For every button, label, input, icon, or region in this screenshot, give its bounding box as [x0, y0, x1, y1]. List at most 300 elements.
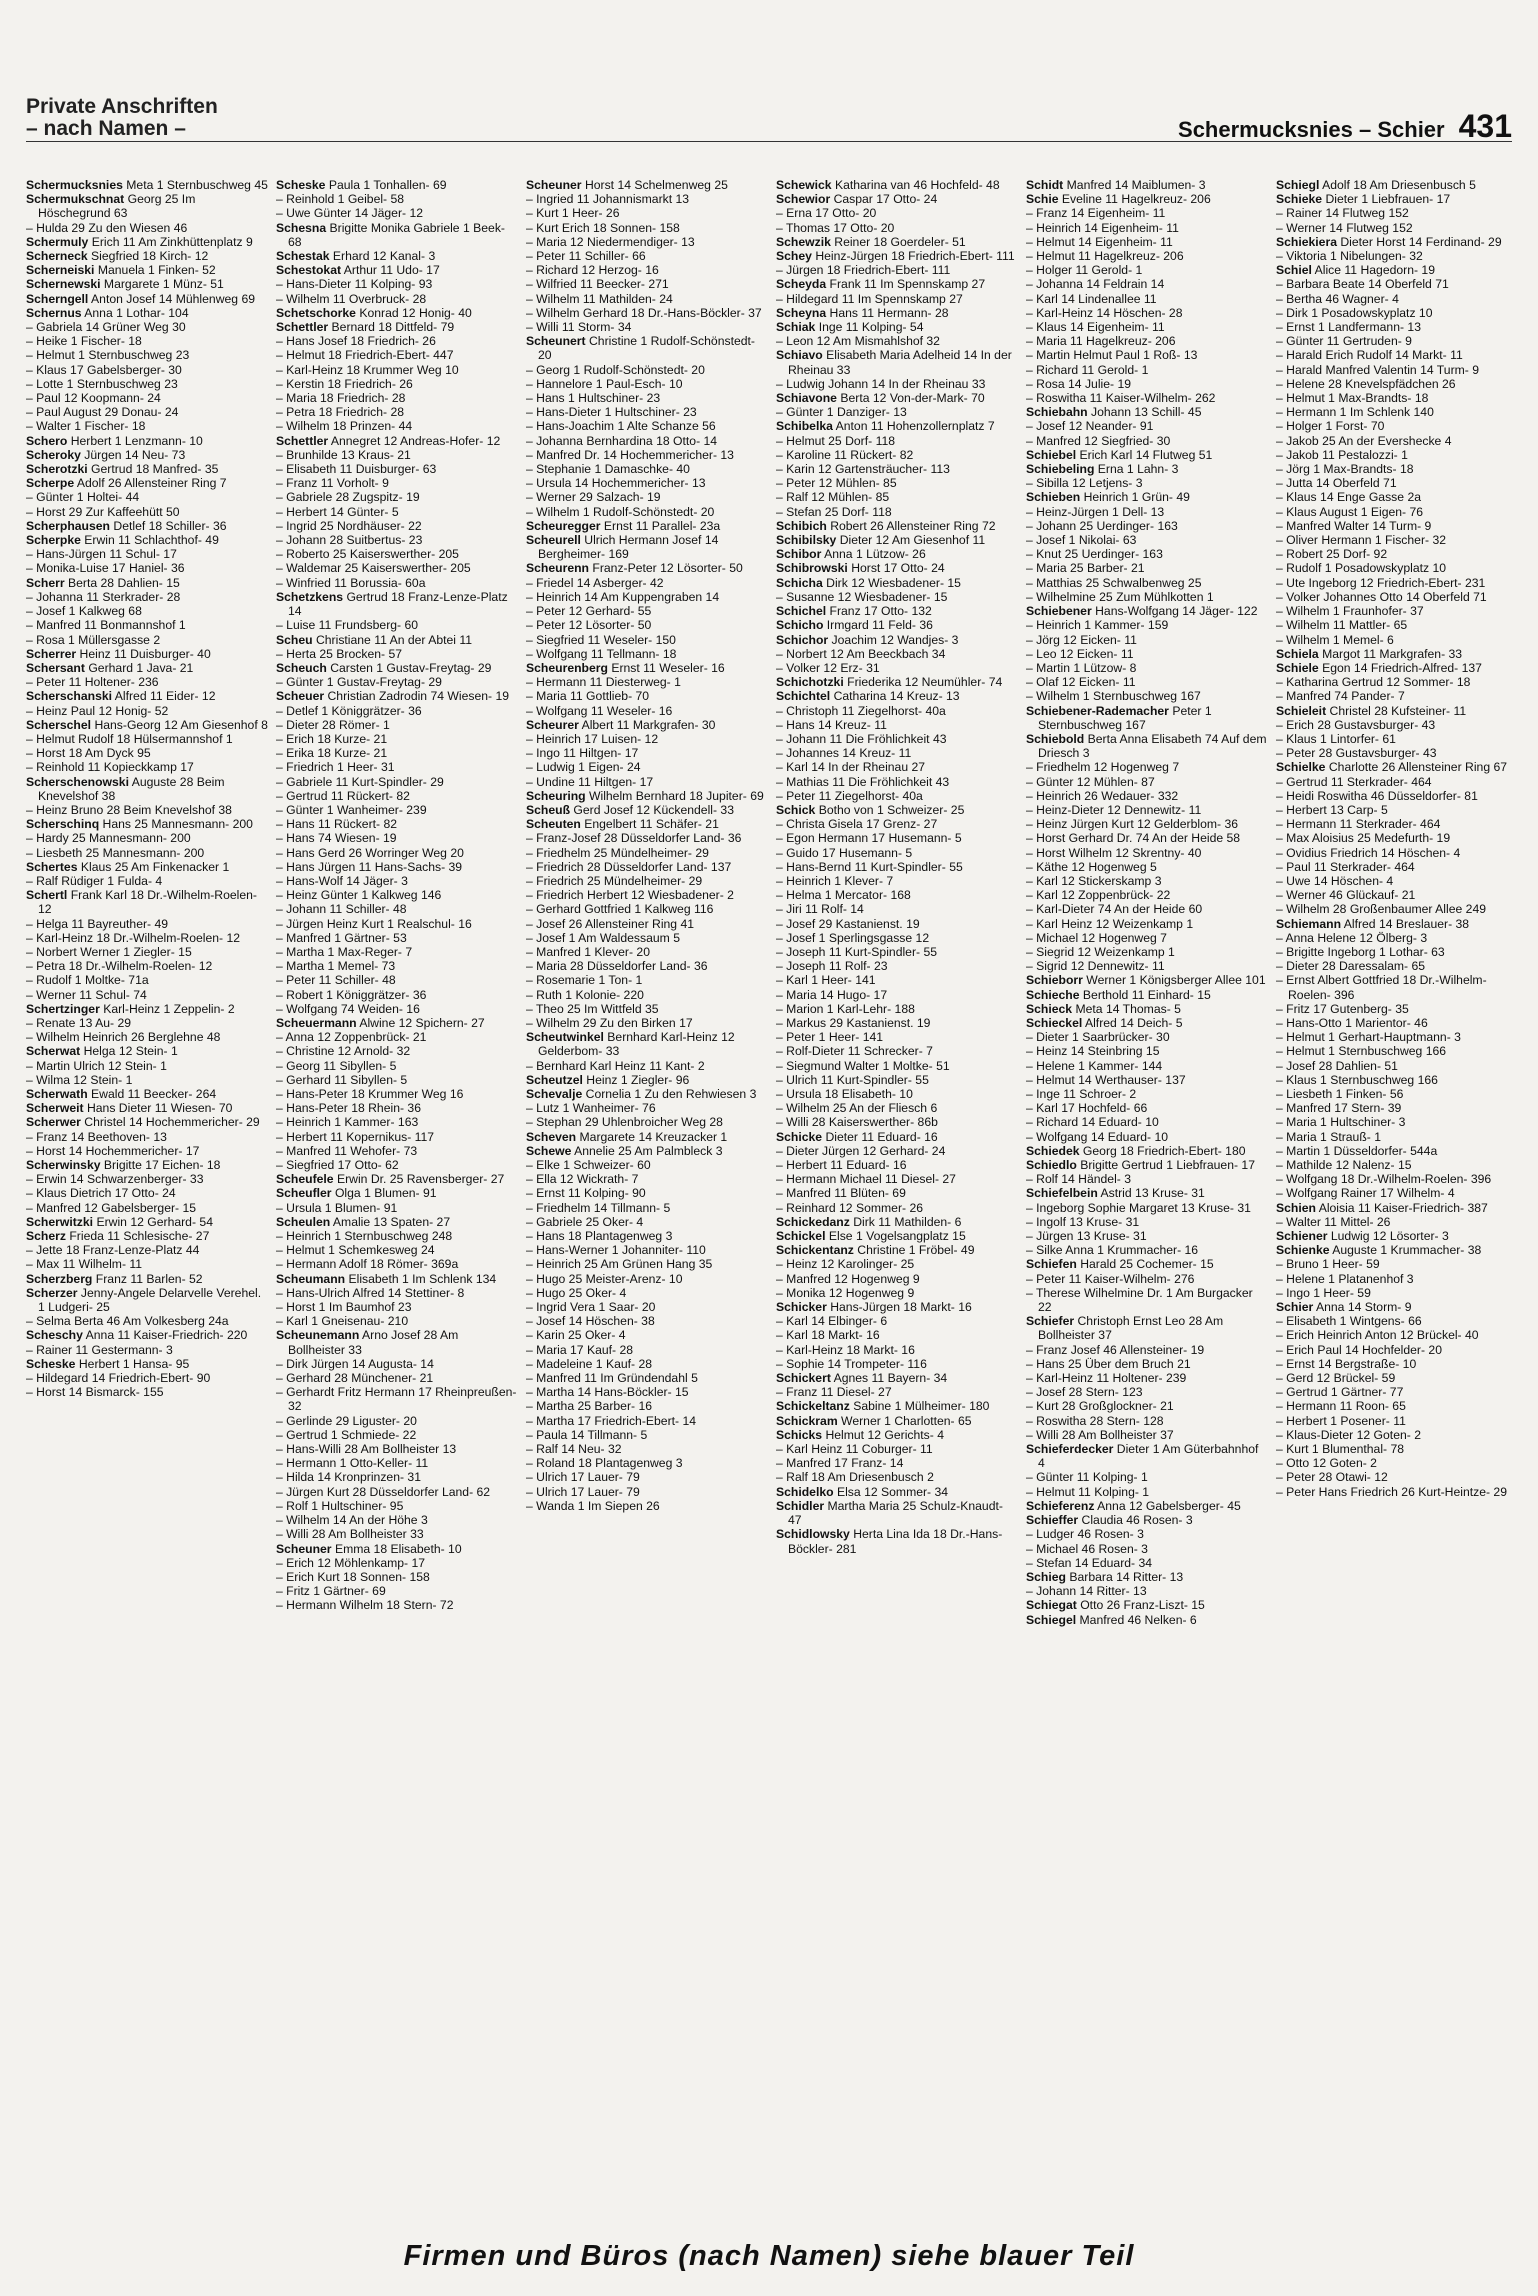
entry-details: – Jürgen 13 Kruse- 31 — [1026, 1229, 1147, 1244]
directory-entry — [26, 618, 268, 632]
entry-details: – Erika 18 Kurze- 21 — [276, 746, 388, 761]
directory-entry — [1276, 235, 1518, 249]
directory-entry — [26, 263, 268, 277]
directory-entry — [1276, 1016, 1518, 1030]
entry-details: – Leo 12 Eicken- 11 — [1026, 646, 1134, 661]
entry-details: – Peter 11 Schiller- 66 — [526, 249, 646, 264]
directory-entry — [276, 917, 518, 931]
entry-details: – Franz 11 Diesel- 27 — [776, 1385, 892, 1400]
entry-details: – Thomas 17 Otto- 20 — [776, 220, 895, 235]
entry-details: – Jakob 25 An der Evershecke 4 — [1276, 433, 1452, 448]
entry-details: – Karl-Heinz 11 Holtener- 239 — [1026, 1371, 1187, 1386]
entry-details: – Roswitha 28 Stern- 128 — [1026, 1413, 1164, 1428]
entry-details: – Renate 13 Au- 29 — [26, 1015, 132, 1030]
directory-entry — [776, 846, 1018, 860]
directory-entry — [1026, 249, 1268, 263]
directory-entry — [1276, 1044, 1518, 1058]
entry-surname: Schermuly — [26, 234, 89, 249]
entry-details: – Manfred 11 Im Gründendahl 5 — [526, 1371, 698, 1386]
entry-details: Elisabeth Maria Adelheid 14 In der Rheinau 33 — [788, 348, 1012, 377]
directory-entry — [26, 917, 268, 931]
directory-entry — [526, 789, 768, 803]
entry-details: – Fritz 17 Gutenberg- 35 — [1276, 1001, 1409, 1016]
entry-surname: Scheuner — [526, 178, 582, 192]
entry-details: – Gertrud 1 Gärtner- 77 — [1276, 1385, 1404, 1400]
entry-details: – Werner 11 Schul- 74 — [26, 987, 147, 1002]
entry-details: – Liesbeth 1 Finken- 56 — [1276, 1087, 1404, 1101]
entry-details: Friederika 12 Neumühler- 74 — [847, 675, 1003, 690]
entry-surname: Schiebold — [1026, 731, 1085, 746]
entry-details: – Maria 11 Gottlieb- 70 — [526, 689, 650, 704]
directory-entry — [1276, 1300, 1518, 1314]
entry-details: – Ingried 11 Johannismarkt 13 — [526, 192, 690, 207]
entry-details: – Uwe 14 Höschen- 4 — [1276, 873, 1394, 888]
entry-details: – Johann 28 Suitbertus- 23 — [276, 533, 423, 548]
entry-details: – Hans-Bernd 11 Kurt-Spindler- 55 — [776, 859, 963, 874]
directory-entry — [1276, 348, 1518, 362]
directory-entry — [776, 888, 1018, 902]
entry-details: – Wilhelm Heinrich 26 Berglehne 48 — [26, 1030, 221, 1045]
directory-entry — [526, 221, 768, 235]
entry-details: – Wilhelm 1 Fraunhofer- 37 — [1276, 604, 1424, 619]
directory-entry — [776, 1073, 1018, 1087]
header-rule — [26, 141, 1512, 142]
entry-details: – Josef 29 Kastanienst. 19 — [776, 916, 920, 931]
entry-surname: Scheufler — [276, 1186, 332, 1201]
entry-details: Carsten 1 Gustav-Freytag- 29 — [330, 660, 492, 675]
entry-details: – Jette 18 Franz-Lenze-Platz 44 — [26, 1243, 200, 1258]
entry-surname: Scheroky — [26, 447, 81, 462]
entry-details: Helmut 12 Gerichts- 4 — [825, 1427, 944, 1442]
entry-details: Herbert 1 Hansa- 95 — [78, 1356, 190, 1371]
directory-entry — [1026, 689, 1268, 703]
entry-details: – Franz 14 Eigenheim- 11 — [1026, 206, 1166, 221]
directory-entry — [1026, 434, 1268, 448]
entry-details: Astrid 13 Kruse- 31 — [1100, 1186, 1205, 1201]
entry-details: – Ingo 1 Heer- 59 — [1276, 1285, 1371, 1300]
directory-entry — [26, 604, 268, 618]
directory-entry — [276, 561, 518, 575]
entry-surname: Schetschorke — [276, 305, 356, 320]
entry-details: – Helmut 1 Sternbuschweg 23 — [26, 348, 190, 363]
entry-details: – Georg 11 Sibyllen- 5 — [276, 1058, 397, 1073]
directory-entry — [776, 1186, 1018, 1200]
entry-surname: Schewior — [776, 192, 831, 207]
directory-entry — [1026, 1272, 1268, 1286]
entry-details: Hans-Wolfgang 14 Jäger- 122 — [1095, 604, 1258, 619]
entry-details: Botho von 1 Schweizer- 25 — [818, 802, 965, 817]
directory-entry — [526, 1272, 768, 1286]
directory-entry — [526, 1215, 768, 1229]
entry-details: – Karl 12 Zoppenbrück- 22 — [1026, 888, 1171, 903]
entry-surname: Scherschinq — [26, 817, 100, 832]
directory-entry — [526, 1428, 768, 1442]
entry-details: – Gerhard 28 Münchener- 21 — [276, 1371, 434, 1386]
directory-entry — [26, 1130, 268, 1144]
directory-entry — [776, 917, 1018, 931]
directory-entry — [26, 377, 268, 391]
entry-details: – Siegfried 17 Otto- 62 — [276, 1158, 399, 1173]
entry-details: – Erich 28 Gustavsburger- 43 — [1276, 717, 1436, 732]
directory-entry — [26, 1073, 268, 1087]
entry-details: – Sophie 14 Trompeter- 116 — [776, 1356, 927, 1371]
entry-details: Eveline 11 Hagelkreuz- 206 — [1061, 192, 1211, 207]
directory-entry — [1276, 1130, 1518, 1144]
directory-entry — [776, 803, 1018, 817]
directory-entry — [276, 1300, 518, 1314]
directory-entry — [776, 1456, 1018, 1470]
entry-details: Ernst 11 Weseler- 16 — [611, 660, 725, 675]
entry-details: – Norbert Werner 1 Ziegler- 15 — [26, 944, 192, 959]
directory-entry — [776, 604, 1018, 618]
directory-entry — [1276, 561, 1518, 575]
directory-entry — [1276, 1059, 1518, 1073]
entry-details: – Horst 14 Hochemmericher- 17 — [26, 1143, 200, 1158]
entry-surname: Scherpke — [26, 533, 81, 548]
directory-entry — [1026, 1115, 1268, 1129]
entry-surname: Schewzik — [776, 234, 831, 249]
entry-details: – Holger 1 Forst- 70 — [1276, 419, 1385, 434]
directory-entry — [526, 945, 768, 959]
directory-entry — [1276, 902, 1518, 916]
entry-surname: Schichel — [776, 604, 827, 619]
directory-entry — [526, 775, 768, 789]
entry-details: – Martha 1 Memel- 73 — [276, 959, 396, 974]
directory-entry — [776, 1044, 1018, 1058]
entry-details: – Karl-Heinz 14 Höschen- 28 — [1026, 305, 1183, 320]
entry-details: – Wanda 1 Im Siepen 26 — [526, 1498, 660, 1513]
entry-details: – Manfred 12 Siegfried- 30 — [1026, 433, 1171, 448]
directory-entry — [776, 1357, 1018, 1371]
directory-entry — [776, 1499, 1018, 1527]
entry-surname: Schien — [1276, 1200, 1316, 1215]
directory-entry — [276, 476, 518, 490]
entry-surname: Scheutzel — [526, 1072, 583, 1087]
directory-entry — [26, 448, 268, 462]
directory-entry — [276, 334, 518, 348]
entry-details: – Heidi Roswitha 46 Düsseldorfer- 81 — [1276, 788, 1478, 803]
entry-surname: Schestak — [276, 249, 330, 264]
entry-surname: Schiener — [1276, 1229, 1328, 1244]
directory-entry — [276, 1243, 518, 1257]
page-number: 431 — [1458, 108, 1512, 144]
entry-details: – Erich Heinrich Anton 12 Brückel- 40 — [1276, 1328, 1479, 1343]
directory-entry — [526, 1016, 768, 1030]
directory-entry — [526, 1087, 768, 1101]
entry-details: Heinz 11 Duisburger- 40 — [79, 646, 211, 661]
entry-details: – Paul August 29 Donau- 24 — [26, 405, 179, 420]
entry-details: – Wolfgang Rainer 17 Wilhelm- 4 — [1276, 1186, 1455, 1201]
entry-details: Alfred 14 Breslauer- 38 — [1343, 916, 1470, 931]
directory-entry — [1026, 959, 1268, 973]
directory-entry — [276, 1314, 518, 1328]
directory-entry — [1026, 1030, 1268, 1044]
entry-details: – Gertrud 1 Schmiede- 22 — [276, 1427, 417, 1442]
entry-details: – Lotte 1 Sternbuschweg 23 — [26, 376, 178, 391]
directory-entry — [526, 732, 768, 746]
directory-entry — [1276, 846, 1518, 860]
entry-details: – Johanna Bernhardina 18 Otto- 14 — [526, 433, 718, 448]
entry-details: – Wilhelm 11 Overbruck- 28 — [276, 291, 427, 306]
directory-entry — [26, 675, 268, 689]
entry-details: – Maria 18 Friedrich- 28 — [276, 391, 406, 406]
entry-details: – Brunhilde 13 Kraus- 21 — [276, 447, 411, 462]
directory-entry — [1276, 1357, 1518, 1371]
entry-details: – Werner 29 Salzach- 19 — [526, 490, 661, 505]
entry-details: – Günter 1 Danziger- 13 — [776, 405, 907, 420]
directory-entry — [526, 1073, 768, 1087]
entry-details: Joachim 12 Wandjes- 3 — [831, 632, 959, 647]
directory-entry — [1276, 292, 1518, 306]
directory-entry — [526, 490, 768, 504]
directory-entry — [526, 533, 768, 561]
directory-entry — [26, 519, 268, 533]
entry-details: Bernhard Karl-Heinz 12 Gelderbom- 33 — [538, 1030, 735, 1059]
directory-entry — [26, 348, 268, 362]
directory-entry — [276, 320, 518, 334]
directory-entry — [26, 988, 268, 1002]
entry-details: – Karl-Heinz 18 Dr.-Wilhelm-Roelen- 12 — [26, 930, 241, 945]
directory-entry — [526, 1286, 768, 1300]
entry-details: – Kurt 28 Großglockner- 21 — [1026, 1399, 1174, 1414]
directory-entry — [1026, 391, 1268, 405]
entry-details: – Mathilde 12 Nalenz- 15 — [1276, 1158, 1412, 1173]
entry-details: Erwin Dr. 25 Ravensberger- 27 — [336, 1172, 505, 1187]
directory-entry — [276, 363, 518, 377]
directory-entry — [276, 1357, 518, 1371]
entry-details: – Gerhard Gottfried 1 Kalkweg 116 — [526, 902, 714, 917]
directory-entry — [776, 1414, 1018, 1428]
directory-entry — [776, 419, 1018, 433]
entry-details: Berta 28 Dahlien- 15 — [68, 575, 180, 590]
entry-details: – Manfred Dr. 14 Hochemmericher- 13 — [526, 447, 734, 462]
entry-details: – Dieter 1 Saarbrücker- 30 — [1026, 1030, 1170, 1045]
entry-details: – Karl 17 Hochfeld- 66 — [1026, 1101, 1148, 1116]
directory-entry — [1026, 817, 1268, 831]
directory-entry — [26, 1385, 268, 1399]
entry-details: – Maria 11 Hagelkreuz- 206 — [1026, 334, 1176, 349]
directory-entry — [276, 789, 518, 803]
entry-details: – Manfred 1 Gärtner- 53 — [276, 930, 407, 945]
entry-details: Erhard 12 Kanal- 3 — [332, 249, 436, 264]
directory-entry — [1026, 1158, 1268, 1172]
directory-entry — [1026, 1087, 1268, 1101]
entry-details: – Roland 18 Plantagenweg 3 — [526, 1456, 683, 1471]
directory-entry — [1276, 277, 1518, 291]
entry-surname: Schickeltanz — [776, 1399, 850, 1414]
directory-entry — [26, 192, 268, 220]
directory-entry — [776, 1286, 1018, 1300]
entry-details: – Helmut 11 Kolping- 1 — [1026, 1484, 1150, 1499]
directory-entry — [1026, 206, 1268, 220]
entry-details: – Hermann 1 Otto-Keller- 11 — [276, 1456, 429, 1471]
entry-details: – Ernst 1 Landfermann- 13 — [1276, 320, 1421, 335]
entry-surname: Schieleit — [1276, 703, 1327, 718]
entry-details: – Klaus 17 Gabelsberger- 30 — [26, 362, 182, 377]
entry-details: – Bertha 46 Wagner- 4 — [1276, 291, 1399, 306]
entry-surname: Scheuner — [276, 1541, 332, 1556]
entry-details: Klaus 25 Am Finkenacker 1 — [80, 859, 230, 874]
entry-details: – Jörg 12 Eicken- 11 — [1026, 632, 1137, 647]
entry-details: – Franz 11 Vorholt- 9 — [276, 476, 389, 491]
directory-entry — [1276, 1186, 1518, 1200]
entry-details: Inge 11 Kolping- 54 — [818, 320, 924, 335]
directory-entry — [526, 434, 768, 448]
directory-entry — [276, 1215, 518, 1229]
directory-entry — [26, 1215, 268, 1229]
entry-details: Sabine 1 Mülheimer- 180 — [853, 1399, 990, 1414]
entry-details: – Theo 25 Im Wittfeld 35 — [526, 1001, 659, 1016]
entry-surname: Scheurell — [526, 533, 581, 548]
directory-entry — [1026, 1371, 1268, 1385]
entry-details: – Ruth 1 Kolonie- 220 — [526, 987, 644, 1002]
entry-details: Albert 11 Markgrafen- 30 — [581, 717, 716, 732]
entry-details: – Hans-Peter 18 Rhein- 36 — [276, 1101, 421, 1116]
entry-details: – Günter 12 Mühlen- 87 — [1026, 774, 1155, 789]
entry-details: – Gabriele 25 Oker- 4 — [526, 1214, 644, 1229]
entry-details: – Klaus August 1 Eigen- 76 — [1276, 504, 1424, 519]
directory-entry — [26, 760, 268, 774]
directory-entry — [26, 846, 268, 860]
entry-surname: Scheurenberg — [526, 660, 608, 675]
directory-entry — [776, 675, 1018, 689]
entry-details: Berta 12 Von-der-Mark- 70 — [840, 391, 985, 406]
directory-entry — [526, 277, 768, 291]
entry-surname: Schieffer — [1026, 1513, 1079, 1528]
entry-details: – Bruno 1 Heer- 59 — [1276, 1257, 1380, 1272]
directory-entry — [276, 178, 518, 192]
entry-details: – Rosa 14 Julie- 19 — [1026, 376, 1132, 391]
entry-details: – Klaus Dietrich 17 Otto- 24 — [26, 1186, 176, 1201]
directory-entry — [276, 519, 518, 533]
directory-entry — [26, 1044, 268, 1058]
entry-details: – Richard 11 Gerold- 1 — [1026, 362, 1149, 377]
directory-entry — [276, 221, 518, 249]
entry-details: Adolf 18 Am Driesenbusch 5 — [1322, 178, 1476, 192]
directory-entry — [276, 1442, 518, 1456]
directory-entry — [1026, 888, 1268, 902]
entry-details: – Helmut 18 Friedrich-Ebert- 447 — [276, 348, 454, 363]
entry-details: – Dieter Jürgen 12 Gerhard- 24 — [776, 1143, 946, 1158]
entry-details: – Willi 28 Am Bollheister 37 — [1026, 1427, 1174, 1442]
entry-details: – Friedhelm 12 Hogenweg 7 — [1026, 760, 1180, 775]
directory-entry — [526, 618, 768, 632]
entry-details: Dirk 12 Wiesbadener- 15 — [826, 575, 961, 590]
directory-entry — [526, 633, 768, 647]
directory-entry — [276, 1598, 518, 1612]
directory-entry — [776, 561, 1018, 575]
directory-entry — [276, 831, 518, 845]
entry-details: – Herbert 14 Günter- 5 — [276, 504, 399, 519]
directory-entry — [776, 1101, 1018, 1115]
directory-entry — [1276, 192, 1518, 206]
directory-entry — [1276, 675, 1518, 689]
entry-details: – Manfred 11 Bonmannshof 1 — [26, 618, 186, 633]
directory-entry — [276, 661, 518, 675]
directory-entry — [276, 1570, 518, 1584]
entry-surname: Scheumann — [276, 1271, 346, 1286]
entry-details: – Inge 11 Schroer- 2 — [1026, 1087, 1137, 1101]
entry-details: – Ernst 14 Bergstraße- 10 — [1276, 1356, 1417, 1371]
entry-surname: Schiegel — [1026, 1612, 1077, 1627]
directory-entry — [276, 1428, 518, 1442]
entry-details: – Heinz-Jürgen 1 Dell- 13 — [1026, 504, 1165, 519]
directory-entry — [26, 1087, 268, 1101]
entry-details: – Horst Wilhelm 12 Skrentny- 40 — [1026, 845, 1202, 860]
entry-details: – Markus 29 Kastanienst. 19 — [776, 1015, 931, 1030]
directory-entry — [776, 1172, 1018, 1186]
entry-details: – Rudolf 1 Posadowskyplatz 10 — [1276, 561, 1447, 576]
entry-details: – Klaus 1 Sternbuschweg 166 — [1276, 1072, 1438, 1087]
directory-entry — [526, 1371, 768, 1385]
entry-details: – Dieter 28 Daressalam- 65 — [1276, 959, 1426, 974]
directory-entry — [1276, 689, 1518, 703]
directory-entry — [276, 1229, 518, 1243]
directory-entry — [1026, 1186, 1268, 1200]
entry-surname: Schicks — [776, 1427, 823, 1442]
entry-details: – Hermann Wilhelm 18 Stern- 72 — [276, 1598, 454, 1613]
entry-surname: Schestokat — [276, 263, 342, 278]
entry-details: – Wilhelm 1 Rudolf-Schönstedt- 20 — [526, 504, 715, 519]
entry-details: – Jiri 11 Rolf- 14 — [776, 902, 864, 917]
directory-entry — [1026, 533, 1268, 547]
entry-details: – Otto 12 Goten- 2 — [1276, 1456, 1377, 1471]
directory-entry — [26, 363, 268, 377]
directory-entry — [26, 249, 268, 263]
directory-entry — [276, 448, 518, 462]
entry-surname: Schesna — [276, 220, 327, 235]
entry-details: – Herbert 11 Kopernikus- 117 — [276, 1129, 435, 1144]
entry-details: – Wolfgang 18 Dr.-Wilhelm-Roelen- 396 — [1276, 1172, 1492, 1187]
entry-surname: Schieben — [1026, 490, 1081, 505]
entry-details: – Bernhard Karl Heinz 11 Kant- 2 — [526, 1058, 705, 1073]
directory-entry — [776, 1144, 1018, 1158]
directory-entry — [1026, 1442, 1268, 1470]
directory-entry — [26, 831, 268, 845]
entry-surname: Schicha — [776, 575, 823, 590]
entry-details: – Gabriela 14 Grüner Weg 30 — [26, 320, 186, 335]
entry-surname: Scherschenowski — [26, 774, 129, 789]
directory-entry — [1026, 1257, 1268, 1271]
directory-entry — [26, 1343, 268, 1357]
directory-entry — [1276, 760, 1518, 774]
directory-entry — [276, 945, 518, 959]
directory-entry — [1276, 1201, 1518, 1215]
directory-entry — [1026, 1044, 1268, 1058]
directory-entry — [1276, 434, 1518, 448]
directory-entry — [1276, 661, 1518, 675]
entry-details: – Jakob 11 Pestalozzi- 1 — [1276, 447, 1408, 462]
directory-entry — [26, 505, 268, 519]
directory-entry — [26, 490, 268, 504]
entry-details: – Hildegard 14 Friedrich-Ebert- 90 — [26, 1371, 211, 1386]
directory-entry — [1276, 874, 1518, 888]
entry-details: – Madeleine 1 Kauf- 28 — [526, 1356, 653, 1371]
entry-details: – Günter 1 Gustav-Freytag- 29 — [276, 675, 442, 690]
directory-entry — [26, 689, 268, 703]
entry-details: Margot 11 Markgrafen- 33 — [1322, 646, 1463, 661]
entry-details: Hans-Georg 12 Am Giesenhof 8 — [94, 717, 268, 732]
directory-entry — [276, 888, 518, 902]
entry-details: – Manfred 17 Stern- 39 — [1276, 1101, 1402, 1116]
entry-details: – Georg 1 Rudolf-Schönstedt- 20 — [526, 362, 705, 377]
directory-entry — [526, 519, 768, 533]
entry-details: – Günter 11 Kolping- 1 — [1026, 1470, 1148, 1485]
directory-entry — [526, 1257, 768, 1271]
directory-entry — [26, 817, 268, 831]
entry-details: – Ralf Rüdiger 1 Fulda- 4 — [26, 873, 163, 888]
directory-entry — [526, 846, 768, 860]
